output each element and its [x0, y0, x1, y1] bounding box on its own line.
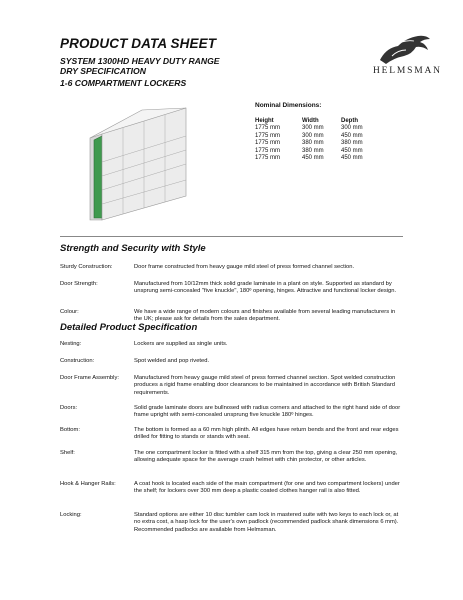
table-row	[255, 140, 381, 148]
cell: 450 mm	[341, 147, 363, 154]
spec-text: The bottom is formed as a 60 mm high plinth. All edges have return bends and the front and rear edges drilled for fitting to stands or stands with seat.	[134, 427, 399, 441]
table-row	[255, 155, 381, 163]
dimensions-table	[255, 116, 381, 163]
cell: 300 mm	[302, 125, 324, 131]
spec-label: Construction:	[60, 358, 95, 364]
spec-text: Manufactured from 10/12mm thick solid grade laminate in a plant on style. Supported as standard by unsprung semi-concealed "five knuckle", 180º opening, hinges. Attractive and functional locker design.	[134, 281, 397, 295]
dimensions-header-row	[255, 116, 381, 125]
column-header: Width	[302, 117, 319, 124]
spec-label: Bottom:	[60, 427, 80, 433]
cell: 300 mm	[302, 132, 324, 139]
subtitle-line-1: SYSTEM 1300HD HEAVY DUTY RANGE	[60, 56, 220, 66]
spec-text: We have a wide range of modern colours and finishes available from several leading manufacturers in the UK; please ask for details from the sales department.	[134, 309, 396, 323]
cell: 1775 mm	[255, 132, 281, 139]
dimensions-heading: Nominal Dimensions:	[255, 102, 322, 109]
spec-label: Sturdy Construction:	[60, 264, 113, 270]
column-header: Depth	[341, 117, 358, 124]
spec-label: Door Frame Assembly:	[60, 375, 119, 381]
cell: 1775 mm	[255, 140, 281, 147]
spec-label: Door Strength:	[60, 281, 98, 287]
cell: 1775 mm	[255, 125, 281, 131]
cell: 380 mm	[302, 147, 324, 154]
cell: 300 mm	[341, 125, 363, 131]
section-divider	[60, 236, 403, 237]
locker-illustration	[82, 100, 192, 222]
helmsman-logo-icon	[372, 30, 434, 66]
spec-text: A coat hook is located each side of the main compartment (for one and two compartment lockers) under the shelf; for lockers over 300 mm deep a plastic coated clothes hanger rail is also fitted.	[134, 481, 400, 495]
spec-text: Solid grade laminate doors are bullnosed with radius corners and attached to the right hand side of door frame upright with semi-concealed unsprung five knuckle 180º hinges.	[134, 405, 401, 419]
subtitle-line-3: 1-6 COMPARTMENT LOCKERS	[60, 78, 187, 88]
cell: 380 mm	[302, 140, 324, 147]
spec-text: Spot welded and pop riveted.	[134, 358, 210, 364]
cell: 450 mm	[341, 132, 363, 139]
column-header: Height	[255, 117, 274, 124]
table-row	[255, 148, 381, 156]
spec-label: Shelf:	[60, 450, 75, 456]
cell: 380 mm	[341, 140, 363, 147]
spec-text: Door frame constructed from heavy gauge mild steel of press formed channel section.	[134, 264, 355, 270]
spec-label: Doors:	[60, 405, 78, 411]
spec-text: The one compartment locker is fitted with a shelf 315 mm from the top, giving a clear 250 mm opening, allowing adequate space for the average crash helmet with chin protector, or other articles.	[134, 450, 398, 464]
spec-text: Standard options are either 10 disc tumbler cam lock in mastered suite with two keys to each lock or, at no extra cost, a hasp lock for the user's own padlock (recommended padlock shank dimensions 6 mm). Recommended padlocks are available from Helmsman.	[134, 512, 399, 533]
cell: 1775 mm	[255, 155, 281, 162]
spec-label: Nesting:	[60, 341, 82, 347]
brand-name: HELMSMAN	[373, 66, 442, 76]
section-heading-detailed: Detailed Product Specification	[60, 322, 198, 333]
section-heading-strength: Strength and Security with Style	[60, 243, 206, 254]
spec-text: Lockers are supplied as single units.	[134, 341, 228, 347]
spec-label: Hook & Hanger Rails:	[60, 481, 116, 487]
cell: 450 mm	[302, 155, 324, 162]
page-title: PRODUCT DATA SHEET	[60, 36, 217, 51]
cell: 450 mm	[341, 155, 363, 162]
subtitle-line-2: DRY SPECIFICATION	[60, 66, 146, 76]
table-row	[255, 125, 381, 133]
spec-label: Colour:	[60, 309, 79, 315]
table-row	[255, 133, 381, 141]
spec-text: Manufactured from heavy gauge mild steel of press formed channel section. Spot welded construction produces a rigid frame enabling door clearances to be maintained in accordance with British Standard requirements.	[134, 375, 396, 396]
spec-label: Locking:	[60, 512, 82, 518]
cell: 1775 mm	[255, 147, 281, 154]
